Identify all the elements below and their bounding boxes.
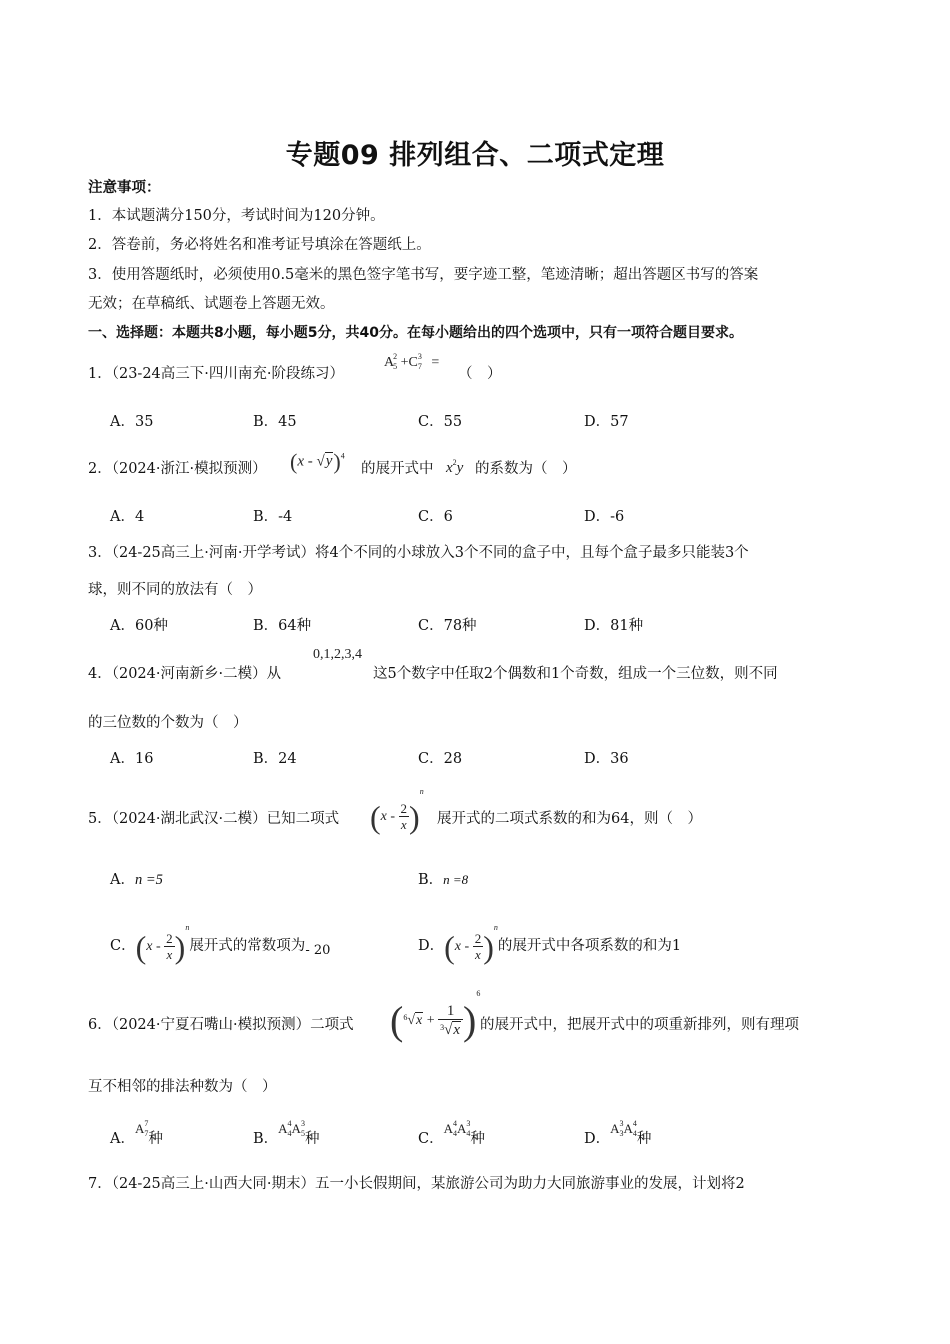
q2-tail: 的系数为（ ） — [475, 461, 577, 477]
q4-option-a[interactable]: A．16 — [110, 751, 154, 767]
q2-stem: 2．（2024·浙江·模拟预测） — [88, 461, 267, 477]
q2-term: $x^2y$ — [446, 458, 464, 476]
note-item: 2．答卷前，务必将姓名和准考证号填涂在答题纸上。 — [88, 237, 431, 253]
q4-option-c[interactable]: C．28 — [418, 751, 463, 767]
q6-stem: 6．（2024·宁夏石嘴山·模拟预测）二项式 — [88, 1017, 354, 1033]
note-item: 无效；在草稿纸、试题卷上答题无效。 — [88, 296, 335, 312]
q3-option-a[interactable]: A．60种 — [110, 618, 168, 634]
q3-option-d[interactable]: D．81种 — [584, 618, 644, 634]
q4-line2: 的三位数的个数为（ ） — [88, 715, 248, 731]
q1-tail: （ ） — [458, 366, 502, 382]
q3-line2: 球，则不同的放法有（ ） — [88, 582, 262, 598]
q3-option-b[interactable]: B．64种 — [253, 618, 312, 634]
q5-formula: (x - $\frac{2}{x}$ )$^n$ — [370, 787, 424, 835]
notes-heading: 注意事项： — [88, 180, 161, 196]
q3-line1: 3．（24-25高三上·河南·开学考试）将4个不同的小球放入3个不同的盒子中，且每个盒子最多只能装3个 — [88, 545, 749, 561]
q4-option-d[interactable]: D．36 — [584, 751, 629, 767]
q1-option-b[interactable]: B．45 — [253, 414, 297, 430]
q2-mid: 的展开式中 — [361, 461, 434, 477]
q1-option-a[interactable]: A．35 — [110, 414, 154, 430]
q6-option-b[interactable]: B．$A^4_4A^3_5$种 — [253, 1119, 320, 1147]
q5-stem: 5．（2024·湖北武汉·二模）已知二项式 — [88, 811, 340, 827]
q2-option-a[interactable]: A．4 — [110, 509, 145, 525]
note-item: 3．使用答题纸时，必须使用0.5毫米的黑色签字笔书写，要字迹工整，笔迹清晰；超出答题区书写的答案 — [88, 267, 759, 283]
q6-tail: 的展开式中，把展开式中的项重新排列，则有理项 — [480, 1017, 799, 1033]
q1-stem: 1．（23-24高三下·四川南充·阶段练习） — [88, 366, 344, 382]
q1-option-d[interactable]: D．57 — [584, 414, 629, 430]
q1-formula: $A^2_5 +C^3_7$ = — [384, 352, 440, 371]
q5-option-c[interactable]: C．(x - $\frac{2}{x}$ )$^n$展开式的常数项为- 20 — [110, 923, 331, 965]
q4-stem: 4．（2024·河南新乡·二模）从 — [88, 666, 282, 682]
q2-formula: (x - √y)$^4$ — [290, 449, 345, 474]
q5-option-a[interactable]: A．n =5 — [110, 872, 163, 888]
section-heading: 一、选择题：本题共8小题，每小题5分，共40分。在每小题给出的四个选项中，只有一项符合题目要求。 — [88, 325, 743, 341]
page-title: 专题09 排列组合、二项式定理 — [285, 140, 665, 171]
q2-option-d[interactable]: D．-6 — [584, 509, 625, 525]
q4-option-b[interactable]: B．24 — [253, 751, 297, 767]
q6-option-c[interactable]: C．$A^4_4A^3_4$种 — [418, 1119, 485, 1147]
q2-option-c[interactable]: C．6 — [418, 509, 453, 525]
q6-line2: 互不相邻的排法种数为（ ） — [88, 1079, 277, 1095]
q7-line1: 7．（24-25高三上·山西大同·期末）五一小长假期间，某旅游公司为助力大同旅游事业的发展，计划将2 — [88, 1176, 745, 1192]
q6-option-a[interactable]: A．$A^7_7$种 — [110, 1119, 163, 1147]
q4-set: 0,1,2,3,4 — [313, 647, 362, 662]
q2-option-b[interactable]: B．-4 — [253, 509, 293, 525]
q3-option-c[interactable]: C．78种 — [418, 618, 477, 634]
q6-option-d[interactable]: D．$A^3_3A^4_4$种 — [584, 1119, 652, 1147]
q6-formula: ($^6$√x + $\frac{1}{^3√x}$ )$^6$ — [390, 989, 481, 1043]
q5-option-b[interactable]: B．n =8 — [418, 872, 469, 888]
q5-tail: 展开式的二项式系数的和为64，则（ ） — [437, 811, 702, 827]
note-item: 1．本试题满分150分，考试时间为120分钟。 — [88, 208, 385, 224]
q4-tail: 这5个数字中任取2个偶数和1个奇数，组成一个三位数，则不同 — [373, 666, 778, 682]
q5-option-d[interactable]: D．(x - $\frac{2}{x}$ )$^n$的展开式中各项系数的和为1 — [418, 923, 682, 965]
q1-option-c[interactable]: C．55 — [418, 414, 463, 430]
